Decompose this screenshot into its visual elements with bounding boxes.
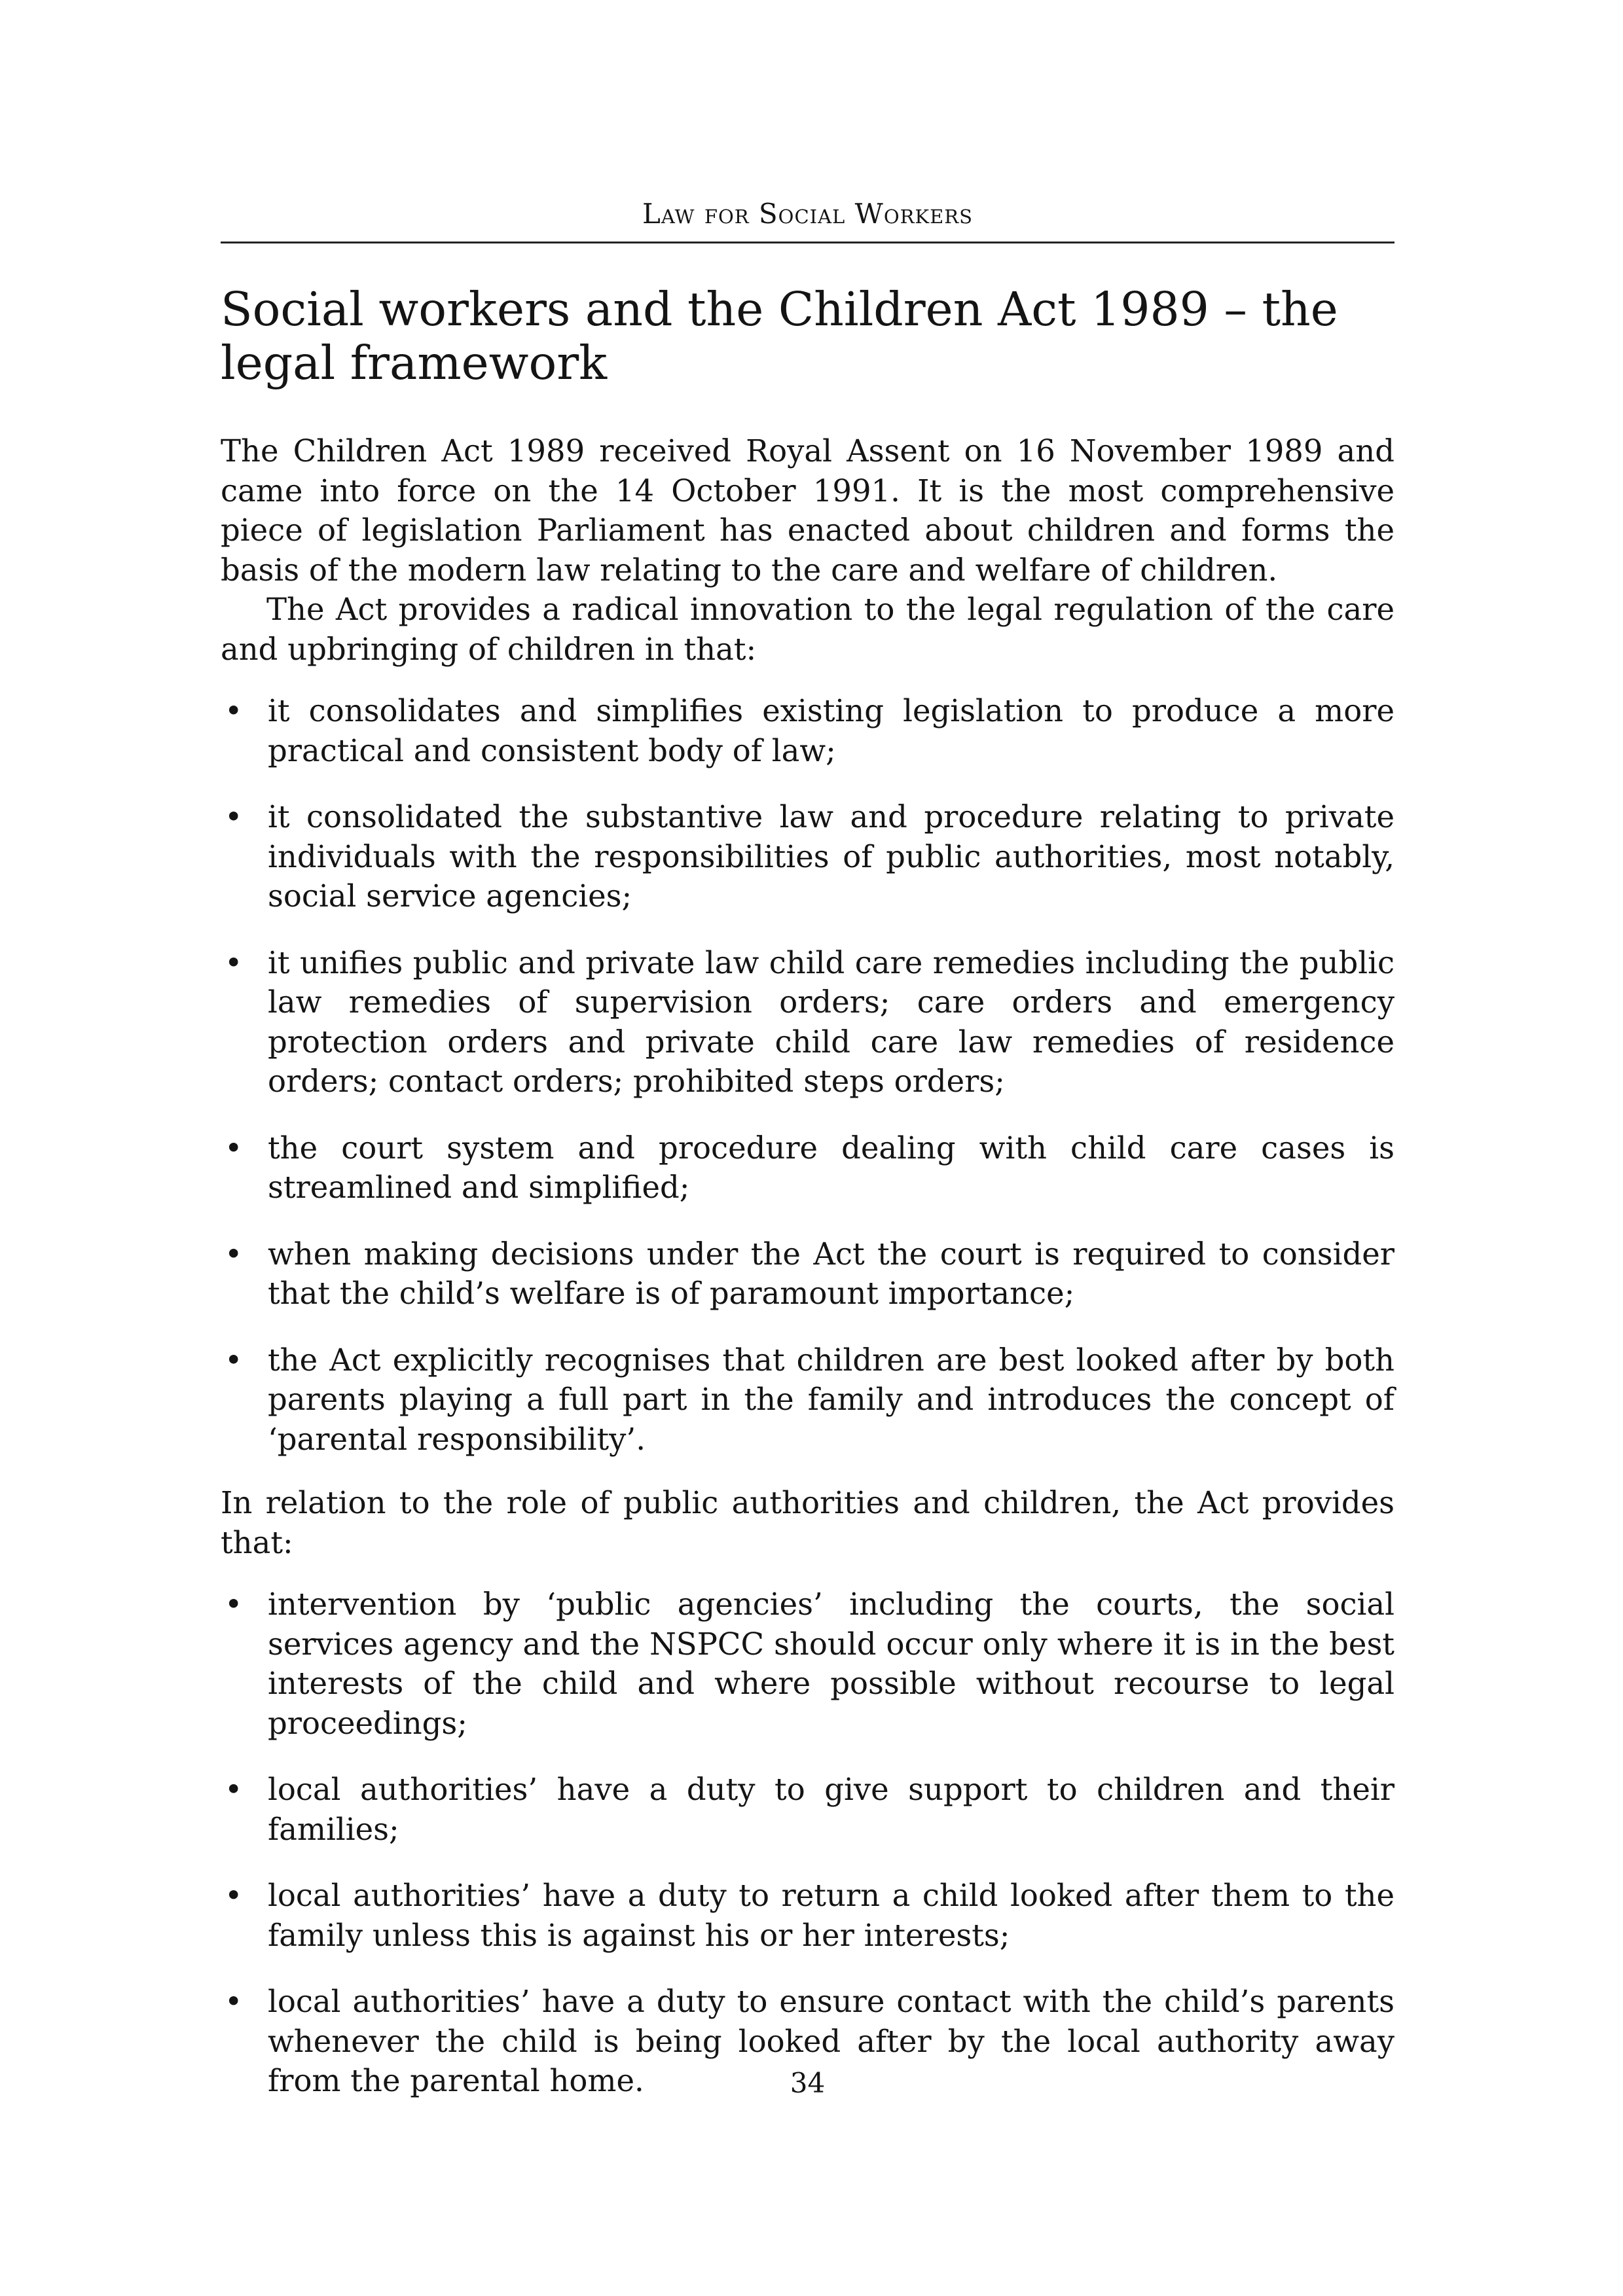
list-item-text: local authorities’ have a duty to return a child looked after them to the family unless this is against his or her interests;	[268, 1878, 1395, 1953]
innovation-list	[221, 691, 1395, 1459]
bullet-icon: •	[225, 1342, 243, 1378]
list-item	[221, 1770, 1395, 1849]
bullet-icon: •	[225, 1587, 243, 1622]
list-item-text: the court system and procedure dealing with child care cases is streamlined and simplified;	[268, 1130, 1395, 1205]
bullet-icon: •	[225, 799, 243, 834]
intro-paragraph: The Children Act 1989 received Royal Assent on 16 November 1989 and came into force on the 14 October 1991. It is the most comprehensive piece of legislation Parliament has enacted about children and forms the basis of the modern law relating to the care and welfare of children.	[221, 433, 1395, 588]
list-item-text: it unifies public and private law child care remedies including the public law remedies of supervision orders; care orders and emergency protection orders and private child care law remedies of residence orders; contact orders; prohibited steps orders;	[268, 944, 1395, 1099]
list-item-text: when making decisions under the Act the court is required to consider that the child’s welfare is of paramount importance;	[268, 1236, 1395, 1311]
list-item	[221, 691, 1395, 770]
list-item	[221, 797, 1395, 916]
header-rule	[221, 242, 1395, 243]
bullet-icon: •	[225, 1130, 243, 1166]
public-authorities-lead-paragraph: In relation to the role of public authorities and children, the Act provides that:	[221, 1485, 1395, 1560]
list-item	[221, 1340, 1395, 1460]
list-item-text: local authorities’ have a duty to give support to children and their families;	[268, 1772, 1395, 1847]
list-item-text: local authorities’ have a duty to ensure contact with the child’s parents whenever the child is being looked after by the local authority away from the parental home.	[268, 1984, 1395, 2098]
bullet-icon: •	[225, 1772, 243, 1807]
list-item-text: the Act explicitly recognises that children are best looked after by both parents playing a full part in the family and introduces the concept of ‘parental responsibility’.	[268, 1342, 1395, 1457]
bullet-icon: •	[225, 1984, 243, 2019]
list-item	[221, 943, 1395, 1102]
running-head: Law for Social Workers	[642, 198, 973, 230]
list-item	[221, 1585, 1395, 1743]
bullet-icon: •	[225, 1236, 243, 1272]
public-authority-list	[221, 1585, 1395, 2101]
innovation-lead-paragraph: The Act provides a radical innovation to the legal regulation of the care and upbringing of children in that:	[221, 592, 1395, 667]
bullet-icon: •	[225, 693, 243, 728]
list-item-text: it consolidates and simplifies existing legislation to produce a more practical and consistent body of law;	[268, 693, 1395, 768]
list-item-text: intervention by ‘public agencies’ including the courts, the social services agency and the NSPCC should occur only where it is in the best interests of the child and where possible without recourse to legal proceedings;	[268, 1587, 1395, 1741]
body-text	[221, 431, 1395, 2128]
bullet-icon: •	[225, 1878, 243, 1913]
list-item	[221, 1234, 1395, 1314]
bullet-icon: •	[225, 944, 243, 980]
list-item	[221, 1128, 1395, 1208]
list-item-text: it consolidated the substantive law and procedure relating to private individuals with the responsibilities of public authorities, most notably, social service agencies;	[268, 799, 1395, 914]
page-number: 34	[790, 2067, 826, 2099]
page-title: Social workers and the Children Act 1989 – the legal framework	[221, 282, 1338, 390]
document-page	[221, 0, 1395, 2296]
list-item	[221, 1876, 1395, 1955]
